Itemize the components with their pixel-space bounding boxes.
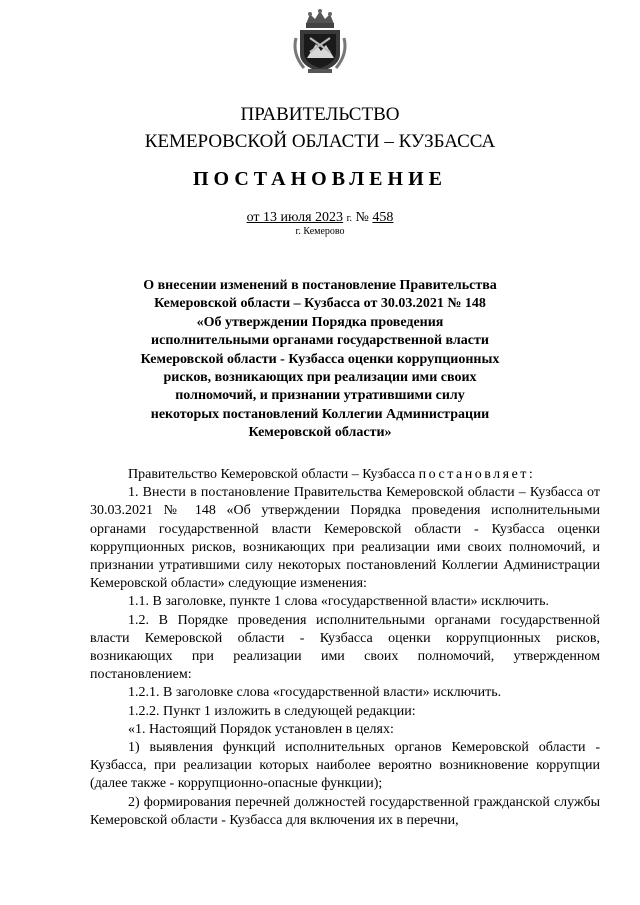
document-type-heading: ПОСТАНОВЛЕНИЕ — [193, 168, 447, 190]
document-number: 458 — [372, 210, 394, 225]
government-line-1: ПРАВИТЕЛЬСТВО — [240, 104, 400, 125]
intro-verb: постановляет: — [418, 467, 536, 482]
paragraph-1-2: 1.2. В Порядке проведения исполнительными органами государственной власти Кемеровской области - Кузбасса оценки коррупционных рисков, возникающих при реализации ими своих полномочий, утвержденном постановлением: — [90, 612, 600, 683]
list-item-2: 2) формирования перечней должностей государственной гражданской службы Кемеровской области - Кузбасса для включения их в перечни, — [90, 794, 600, 828]
paragraph-1-2-1: 1.2.1. В заголовке слова «государственной власти» исключить. — [128, 685, 502, 701]
number-sign: № — [355, 210, 369, 225]
date-value: 13 июля 2023 — [263, 210, 344, 225]
document-title: О внесении изменений в постановление Правительства Кемеровской области – Кузбасса от 30.03.2021 № 148 «Об утверждении Порядка проведения исполнительными органами государственной власти Кемеровской области - Кузбасса оценки коррупционных рисков, возникающих при реализации ими своих полномочий, и признании утратившими силу некоторых постановлений Коллегии Администрации Кемеровской области» — [140, 278, 500, 441]
document-body — [90, 466, 600, 830]
paragraph-1-1: 1.1. В заголовке, пункте 1 слова «государственной власти» исключить. — [128, 594, 550, 610]
city-name: г. Кемерово — [295, 226, 345, 237]
list-item-1: 1) выявления функций исполнительных органов Кемеровской области - Кузбасса, при реализации которых наиболее вероятно возникновение коррупции (далее также - коррупционно-опасные функции); — [90, 740, 600, 792]
kuzbass-coat-of-arms-icon — [288, 8, 352, 74]
document-date-line — [0, 210, 640, 226]
quote-paragraph: «1. Настоящий Порядок установлен в целях: — [128, 721, 394, 737]
paragraph-1: 1. Внести в постановление Правительства Кемеровской области – Кузбасса от 30.03.2021 № 148 «Об утверждении Порядка проведения исполнительными органами государственной власти Кемеровской области - Кузбасса оценки коррупционных рисков, возникающих при реализации ими своих полномочий, и признании утратившими силу некоторых постановлений Коллегии Администрации Кемеровской области» следующие изменения: — [90, 485, 600, 592]
government-line-2: КЕМЕРОВСКОЙ ОБЛАСТИ – КУЗБАССА — [144, 131, 496, 152]
intro-paragraph — [90, 466, 600, 484]
paragraph-1-2-2: 1.2.2. Пункт 1 изложить в следующей редакции: — [128, 703, 416, 719]
intro-text: Правительство Кемеровской области – Кузбасса — [128, 467, 419, 482]
government-name — [0, 103, 640, 153]
year-suffix: г. — [346, 213, 353, 224]
date-prefix: от — [246, 210, 260, 225]
